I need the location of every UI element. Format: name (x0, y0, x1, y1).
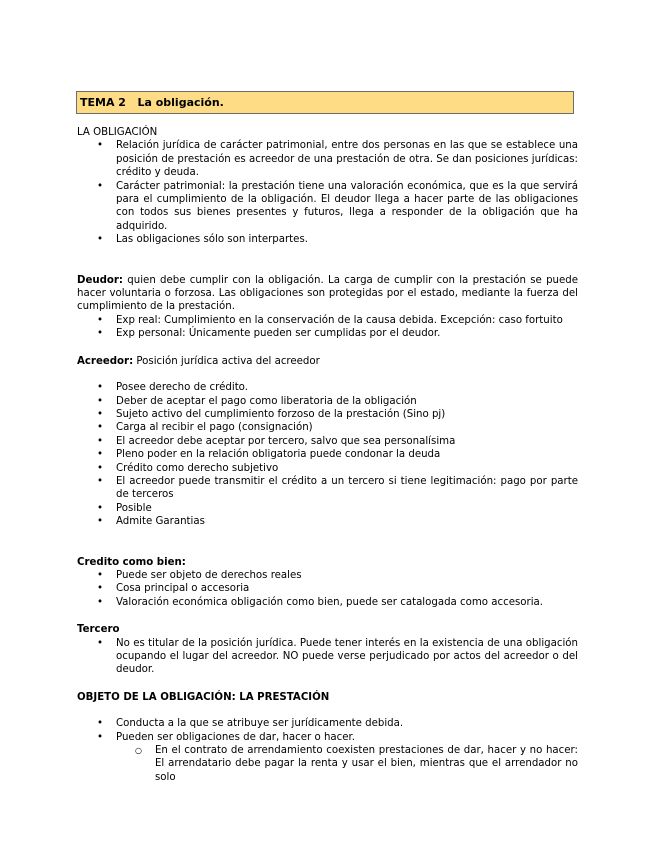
list-item: • Exp real: Cumplimiento en la conservación de la causa debida. Excepción: caso fortuito (116, 314, 578, 327)
credito-heading (77, 556, 578, 569)
credito-label: Credito como bien: (77, 556, 186, 568)
document-body (77, 126, 578, 784)
list-item: • Puede ser objeto de derechos reales (116, 569, 578, 582)
objeto-heading (77, 691, 578, 704)
sub-list-item: ○ En el contrato de arrendamiento coexisten prestaciones de dar, hacer y no hacer: El arrendatario debe pagar la renta y usar el bien, mientras que el arrendador no solo (155, 744, 578, 784)
list-item: • Crédito como derecho subjetivo (116, 462, 578, 475)
list-item: • Carga al recibir el pago (consignación) (116, 421, 578, 434)
tercero-heading (77, 623, 578, 636)
objeto-sublist (116, 744, 578, 784)
list-item: • El acreedor debe aceptar por tercero, salvo que sea personalísima (116, 435, 578, 448)
list-item: • Carácter patrimonial: la prestación tiene una valoración económica, que es la que servirá para el cumplimiento de la obligación. El deudor llega a hacer parte de las obligaciones con todos sus bienes presentes y futuros, llega a responder de la obligación que ha adquirido. (116, 180, 578, 234)
list-item: • No es titular de la posición jurídica. Puede tener interés en la existencia de una obligación ocupando el lugar del acreedor. NO puede verse perjudicado por actos del acreedor o del deudor. (116, 637, 578, 677)
acreedor-text: Posición jurídica activa del acreedor (133, 355, 320, 367)
list-item (116, 731, 578, 785)
list-item: • Relación jurídica de carácter patrimonial, entre dos personas en las que se establece una posición de prestación es acreedor de una prestación de otra. Se dan posiciones jurídicas: crédito y deuda. (116, 139, 578, 179)
list-item: • Deber de aceptar el pago como liberatoria de la obligación (116, 395, 578, 408)
list-item: • Posible (116, 502, 578, 515)
obligacion-list (77, 139, 578, 246)
acreedor-list (77, 381, 578, 528)
list-item: • El acreedor puede transmitir el crédito a un tercero si tiene legitimación: pago por parte de terceros (116, 475, 578, 502)
section-heading-obligacion: LA OBLIGACIÓN (77, 127, 158, 138)
list-item: • Pleno poder en la relación obligatoria puede condonar la deuda (116, 448, 578, 461)
acreedor-label: Acreedor: (77, 355, 134, 367)
tercero-list (77, 637, 578, 677)
list-item: • Sujeto activo del cumplimiento forzoso de la prestación (Sino pj) (116, 408, 578, 421)
list-item: • Posee derecho de crédito. (116, 381, 578, 394)
acreedor-paragraph (77, 355, 578, 368)
chapter-number: TEMA 2 (80, 96, 126, 109)
objeto-label: OBJETO DE LA OBLIGACIÓN: LA PRESTACIÓN (77, 691, 330, 703)
deudor-label: Deudor: (77, 274, 124, 286)
credito-list (77, 569, 578, 609)
deudor-list (77, 314, 578, 341)
list-item-text: Pueden ser obligaciones de dar, hacer o hacer. (116, 731, 355, 743)
list-item: • Las obligaciones sólo son interpartes. (116, 233, 578, 246)
list-item: • Admite Garantias (116, 515, 578, 528)
list-item: • Valoración económica obligación como bien, puede ser catalogada como accesoria. (116, 596, 578, 609)
list-item: • Exp personal: Únicamente pueden ser cumplidas por el deudor. (116, 327, 578, 340)
objeto-list (77, 717, 578, 784)
list-item: • Cosa principal o accesoria (116, 582, 578, 595)
deudor-paragraph (77, 274, 578, 314)
list-item: • Conducta a la que se atribuye ser jurídicamente debida. (116, 717, 578, 730)
deudor-text: quien debe cumplir con la obligación. La carga de cumplir con la prestación se puede hacer voluntaria o forzosa. Las obligaciones son protegidas por el estado, mediante la fuerza del cumplimiento de la prestación. (77, 274, 578, 313)
chapter-title: La obligación. (137, 96, 224, 109)
tercero-label: Tercero (77, 624, 120, 636)
chapter-title-box (76, 91, 574, 114)
